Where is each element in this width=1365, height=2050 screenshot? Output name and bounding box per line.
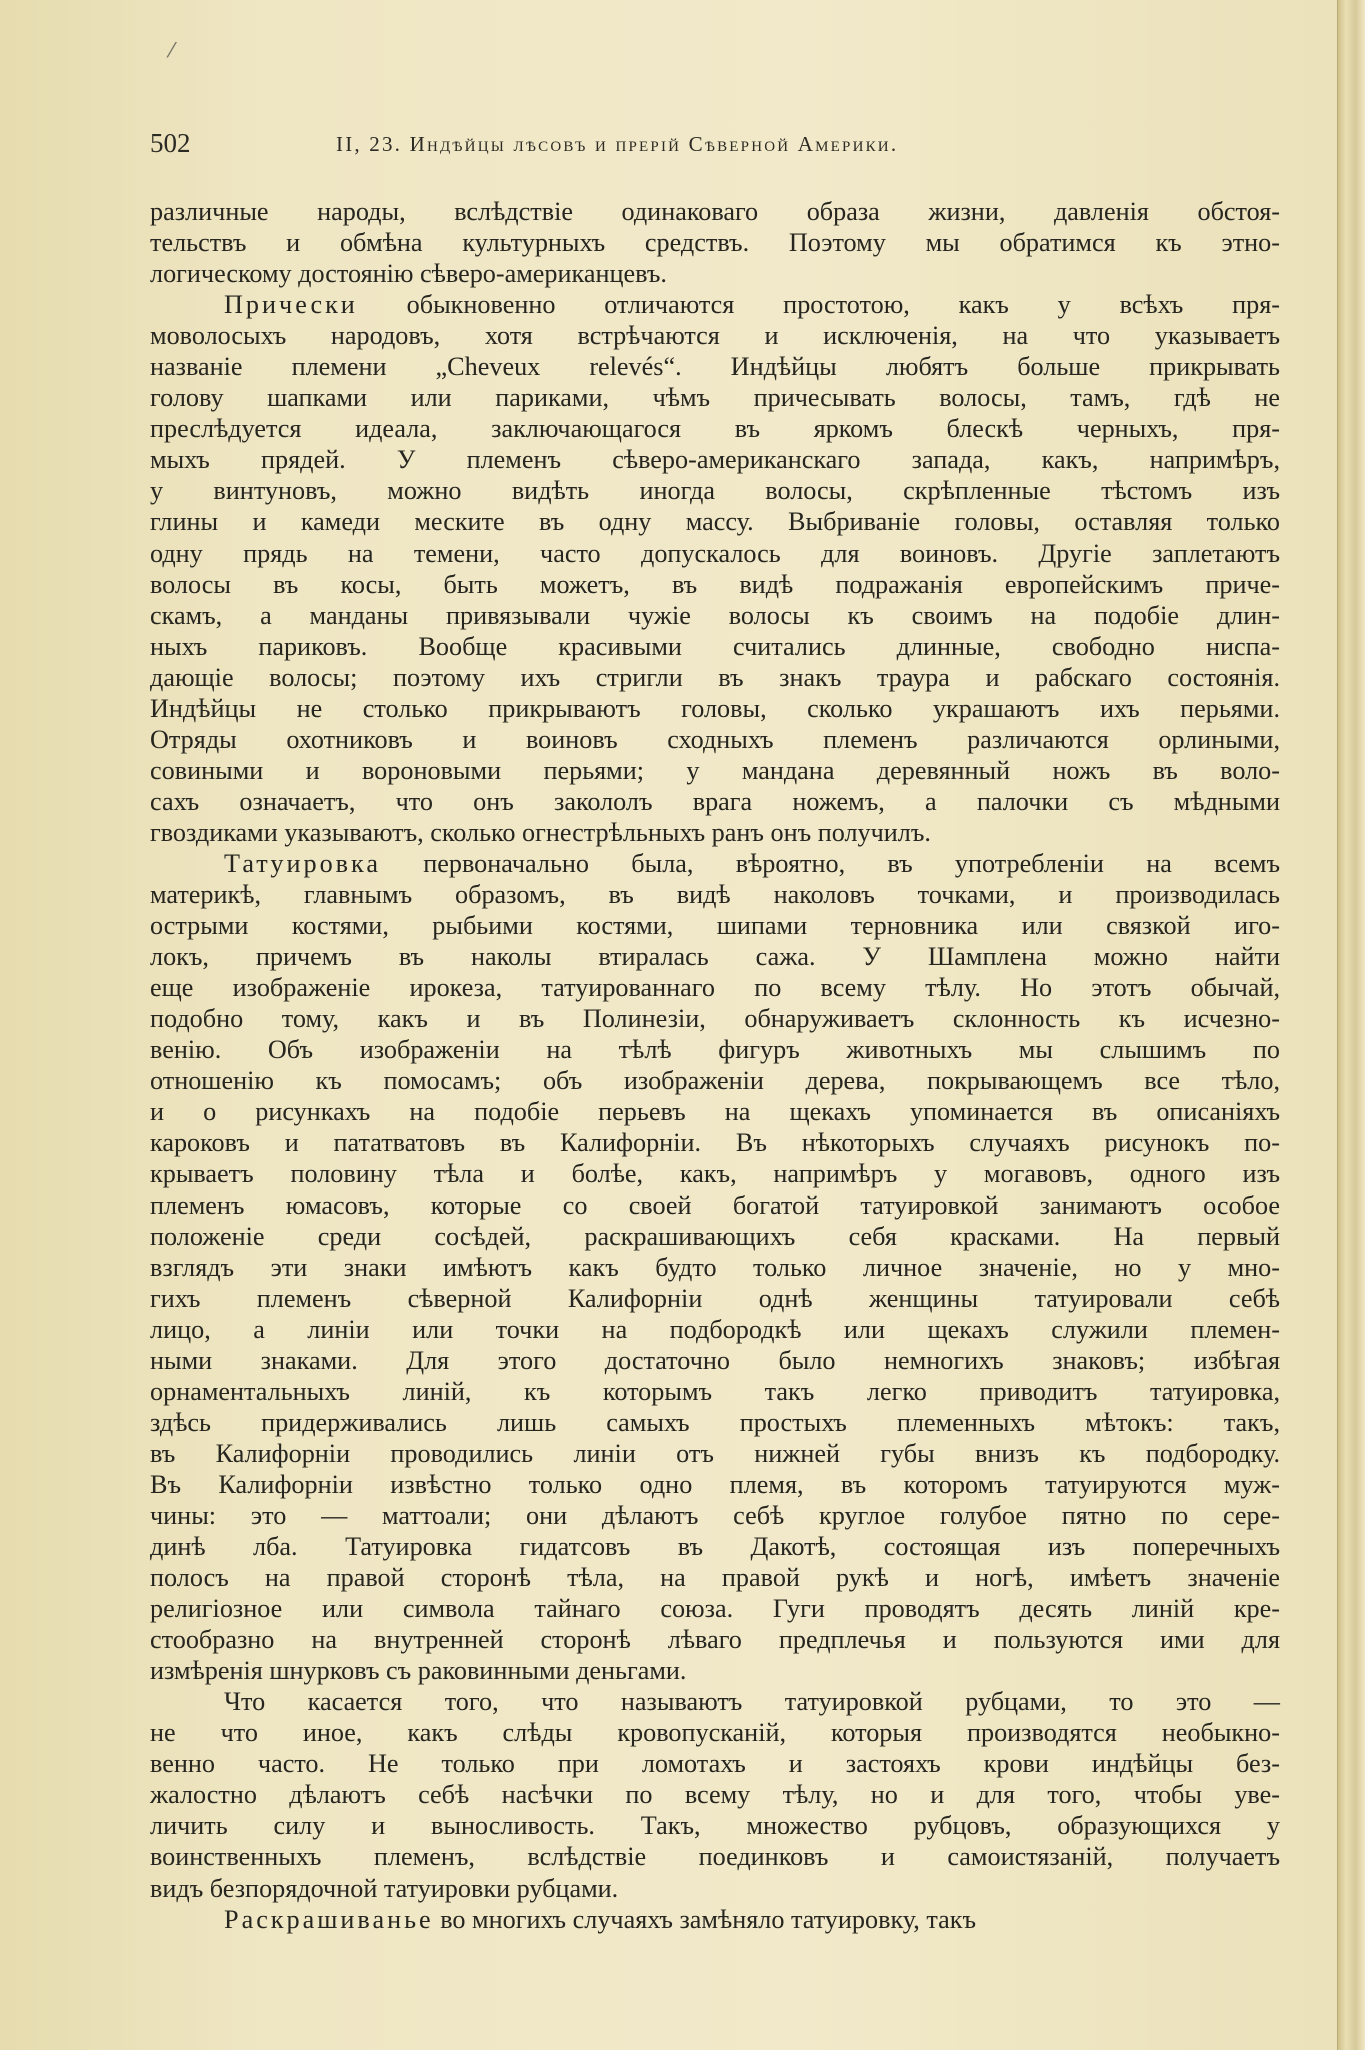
line-text: Что касается того, что называютъ татуировкой рубцами, то это — bbox=[224, 1687, 1280, 1717]
line-text: первоначально была, вѣроятно, въ употребленiи на всемъ bbox=[381, 848, 1280, 878]
paragraph bbox=[150, 289, 1280, 848]
line-text: ныхъ париковъ. Вообще красивыми считались длинные, свободно ниспа- bbox=[150, 631, 1280, 661]
line-text: подобно тому, какъ и въ Полинезiи, обнаруживаетъ склонность къ исчезно- bbox=[150, 1004, 1280, 1034]
line-text: отношенiю къ помосамъ; объ изображенiи дерева, покрывающемъ все тѣло, bbox=[150, 1066, 1280, 1096]
text-line bbox=[150, 1624, 1280, 1655]
body-text bbox=[150, 196, 1280, 1935]
text-line bbox=[150, 1096, 1280, 1127]
text-line bbox=[150, 1655, 1280, 1686]
line-text: воинственныхъ племенъ, вслѣдствiе поединковъ и самоистязанiй, получаетъ bbox=[150, 1842, 1280, 1872]
line-text: венно часто. Не только при ломотахъ и застояхъ крови индѣйцы без- bbox=[150, 1749, 1280, 1779]
text-line bbox=[150, 538, 1280, 569]
line-text: тельствъ и обмѣна культурныхъ средствъ. Поэтому мы обратимся къ этно- bbox=[150, 228, 1280, 258]
text-line bbox=[150, 1158, 1280, 1189]
text-line bbox=[150, 351, 1280, 382]
line-text: гвоздиками указываютъ, сколько огнестрѣльныхъ ранъ онъ получилъ. bbox=[150, 817, 931, 847]
line-text: не что иное, какъ слѣды кровопусканiй, которыя производятся необыкно- bbox=[150, 1718, 1280, 1748]
line-text: еще изображенiе ирокеза, татуированнаго по всему тѣлу. Но этотъ обычай, bbox=[150, 973, 1280, 1003]
text-line bbox=[150, 662, 1280, 693]
line-text: гихъ племенъ сѣверной Калифорнiи однѣ женщины татуировали себѣ bbox=[150, 1283, 1280, 1313]
page-edge bbox=[1337, 0, 1365, 2050]
line-text: религiозное или символа тайнаго союза. Гуги проводятъ десять линiй кре- bbox=[150, 1594, 1280, 1624]
line-text: племенъ юмасовъ, которые со своей богатой татуировкой занимаютъ особое bbox=[150, 1190, 1280, 1220]
text-line bbox=[150, 1065, 1280, 1096]
text-line bbox=[150, 1469, 1280, 1500]
paragraph bbox=[150, 1904, 1280, 1935]
line-text: въ Калифорнiи проводились линiи отъ нижней губы внизъ къ подбородку. bbox=[150, 1438, 1280, 1468]
line-text: ными знаками. Для этого достаточно было немногихъ знаковъ; избѣгая bbox=[150, 1345, 1280, 1375]
text-line bbox=[150, 1376, 1280, 1407]
text-line bbox=[150, 1779, 1280, 1810]
text-line bbox=[150, 1252, 1280, 1283]
line-text: острыми костями, рыбьими костями, шипами терновника или связкой иго- bbox=[150, 911, 1280, 941]
text-line bbox=[150, 786, 1280, 817]
paragraph bbox=[150, 848, 1280, 1686]
line-text: и о рисункахъ на подобiе перьевъ на щекахъ упоминается въ описанiяхъ bbox=[150, 1097, 1280, 1127]
line-text: совиными и вороновыми перьями; у мандана деревянный ножъ въ воло- bbox=[150, 755, 1280, 785]
text-line bbox=[150, 320, 1280, 351]
line-text: локъ, причемъ въ наколы втиралась сажа. У Шамплена можно найти bbox=[150, 942, 1280, 972]
text-line bbox=[150, 258, 1280, 289]
line-text: крываетъ половину тѣла и болѣе, какъ, напримѣръ у могавовъ, одного изъ bbox=[150, 1159, 1280, 1189]
text-line bbox=[150, 444, 1280, 475]
line-text: одну прядь на темени, часто допускалось для воиновъ. Другiе заплетаютъ bbox=[150, 538, 1280, 568]
text-line bbox=[150, 506, 1280, 537]
line-text: стообразно на внутренней сторонѣ лѣваго предплечья и пользуются ими для bbox=[150, 1625, 1280, 1655]
line-text: взглядъ эти знаки имѣютъ какъ будто только личное значенiе, но у мно- bbox=[150, 1252, 1280, 1282]
text-line bbox=[150, 600, 1280, 631]
line-text: лицо, а линiи или точки на подбородкѣ или щекахъ служили племен- bbox=[150, 1314, 1280, 1344]
spaced-lead-word: Татуировка bbox=[224, 848, 381, 878]
line-text: видъ безпорядочной татуировки рубцами. bbox=[150, 1873, 619, 1903]
text-line bbox=[150, 1841, 1280, 1872]
text-line bbox=[150, 1904, 1280, 1935]
text-line bbox=[150, 1034, 1280, 1065]
text-line bbox=[150, 413, 1280, 444]
ink-mark: ⁄ bbox=[170, 38, 174, 62]
line-text: глины и камеди мескитe въ одну массу. Выбриванiе головы, оставляя только bbox=[150, 507, 1280, 537]
text-line bbox=[150, 724, 1280, 755]
text-line bbox=[150, 1314, 1280, 1345]
line-text: орнаментальныхъ линiй, къ которымъ такъ легко приводитъ татуировка, bbox=[150, 1376, 1280, 1406]
spaced-lead-word: Раскрашиванье bbox=[224, 1904, 434, 1934]
line-text: моволосыхъ народовъ, хотя встрѣчаются и исключенiя, на что указываетъ bbox=[150, 321, 1280, 351]
text-line bbox=[150, 1810, 1280, 1841]
text-line bbox=[150, 1283, 1280, 1314]
text-line bbox=[150, 693, 1280, 724]
text-line bbox=[150, 475, 1280, 506]
text-line bbox=[150, 910, 1280, 941]
line-text: различные народы, вслѣдствiе одинаковаго образа жизни, давленiя обстоя- bbox=[150, 197, 1280, 226]
text-line bbox=[150, 569, 1280, 600]
line-text: личить силу и выносливость. Такъ, множество рубцовъ, образующихся у bbox=[150, 1811, 1280, 1841]
line-text: дающiе волосы; поэтому ихъ стригли въ знакъ траура и рабскаго состоянiя. bbox=[150, 662, 1280, 692]
line-text: скамъ, а манданы привязывали чужiе волосы къ своимъ на подобiе длин- bbox=[150, 600, 1280, 630]
text-line bbox=[150, 227, 1280, 258]
spaced-lead-word: Прически bbox=[224, 290, 358, 320]
line-text: голову шапками или париками, чѣмъ причесывать волосы, тамъ, гдѣ не bbox=[150, 383, 1280, 413]
text-line bbox=[150, 879, 1280, 910]
text-line bbox=[150, 1748, 1280, 1779]
line-text: обыкновенно отличаются простотою, какъ у всѣхъ пря- bbox=[357, 290, 1280, 320]
line-text: Въ Калифорнiи извѣстно только одно племя, въ которомъ татуируются муж- bbox=[150, 1469, 1280, 1499]
text-line bbox=[150, 941, 1280, 972]
line-text: мыхъ прядей. У племенъ сѣверо-американскаго запада, какъ, напримѣръ, bbox=[150, 445, 1280, 475]
text-line bbox=[150, 1003, 1280, 1034]
text-line bbox=[150, 1127, 1280, 1158]
text-line bbox=[150, 755, 1280, 786]
line-text: волосы въ косы, быть можетъ, въ видѣ подражанiя европейскимъ приче- bbox=[150, 569, 1280, 599]
text-line bbox=[150, 1190, 1280, 1221]
text-line bbox=[150, 1500, 1280, 1531]
text-line bbox=[150, 1562, 1280, 1593]
text-line bbox=[150, 1438, 1280, 1469]
line-text: жалостно дѣлаютъ себѣ насѣчки по всему тѣлу, но и для того, чтобы уве- bbox=[150, 1780, 1280, 1810]
text-line bbox=[150, 1345, 1280, 1376]
text-line bbox=[150, 1221, 1280, 1252]
line-text: венiю. Объ изображенiи на тѣлѣ фигуръ животныхъ мы слышимъ по bbox=[150, 1035, 1280, 1065]
page-number: 502 bbox=[150, 128, 191, 158]
text-line bbox=[150, 1717, 1280, 1748]
line-text: у винтуновъ, можно видѣть иногда волосы, скрѣпленные тѣстомъ изъ bbox=[150, 476, 1280, 506]
text-line bbox=[150, 382, 1280, 413]
running-title: II, 23. Индѣйцы лѣсовъ и прерiй Сѣверной Америки. bbox=[336, 132, 899, 156]
line-text: Отряды охотниковъ и воиновъ сходныхъ племенъ различаются орлиными, bbox=[150, 724, 1280, 754]
text-line bbox=[150, 289, 1280, 320]
page-header bbox=[150, 128, 1278, 168]
line-text: измѣренiя шнурковъ съ раковинными деньгами. bbox=[150, 1656, 687, 1686]
line-text: положенiе среди сосѣдей, раскрашивающихъ себя красками. На первый bbox=[150, 1221, 1280, 1251]
text-line bbox=[150, 1593, 1280, 1624]
line-text: здѣсь придерживались лишь самыхъ простыхъ племенныхъ мѣтокъ: такъ, bbox=[150, 1407, 1280, 1437]
line-text: во многихъ случаяхъ замѣняло татуировку, такъ bbox=[433, 1904, 977, 1934]
paragraph bbox=[150, 196, 1280, 289]
line-text: Индѣйцы не столько прикрываютъ головы, сколько украшаютъ ихъ перьями. bbox=[150, 693, 1280, 723]
line-text: преслѣдуется идеала, заключающагося въ яркомъ блескѣ черныхъ, пря- bbox=[150, 414, 1280, 444]
line-text: логическому достоянiю сѣверо-американцевъ. bbox=[150, 259, 667, 289]
line-text: кароковъ и пататватовъ въ Калифорнiи. Въ нѣкоторыхъ случаяхъ рисунокъ по- bbox=[150, 1128, 1280, 1158]
line-text: материкѣ, главнымъ образомъ, въ видѣ наколовъ точками, и производилась bbox=[150, 880, 1280, 910]
paragraph bbox=[150, 1686, 1280, 1903]
text-line bbox=[150, 972, 1280, 1003]
line-text: названiе племени „Cheveux relevés“. Индѣйцы любятъ больше прикрывать bbox=[150, 352, 1280, 382]
text-line bbox=[150, 1686, 1280, 1717]
text-line bbox=[150, 848, 1280, 879]
line-text: полосъ на правой сторонѣ тѣла, на правой рукѣ и ногѣ, имѣетъ значенiе bbox=[150, 1563, 1280, 1593]
text-line bbox=[150, 631, 1280, 662]
line-text: чины: это — маттоали; они дѣлаютъ себѣ круглое голубое пятно по сере- bbox=[150, 1500, 1280, 1530]
line-text: сахъ означаетъ, что онъ закололъ врага ножемъ, а палочки съ мѣдными bbox=[150, 786, 1280, 816]
text-line bbox=[150, 817, 1280, 848]
text-line bbox=[150, 1531, 1280, 1562]
line-text: динѣ лба. Татуировка гидатсовъ въ Дакотѣ, состоящая изъ поперечныхъ bbox=[150, 1532, 1280, 1562]
text-line bbox=[150, 1407, 1280, 1438]
text-line bbox=[150, 1873, 1280, 1904]
text-line bbox=[150, 196, 1280, 227]
